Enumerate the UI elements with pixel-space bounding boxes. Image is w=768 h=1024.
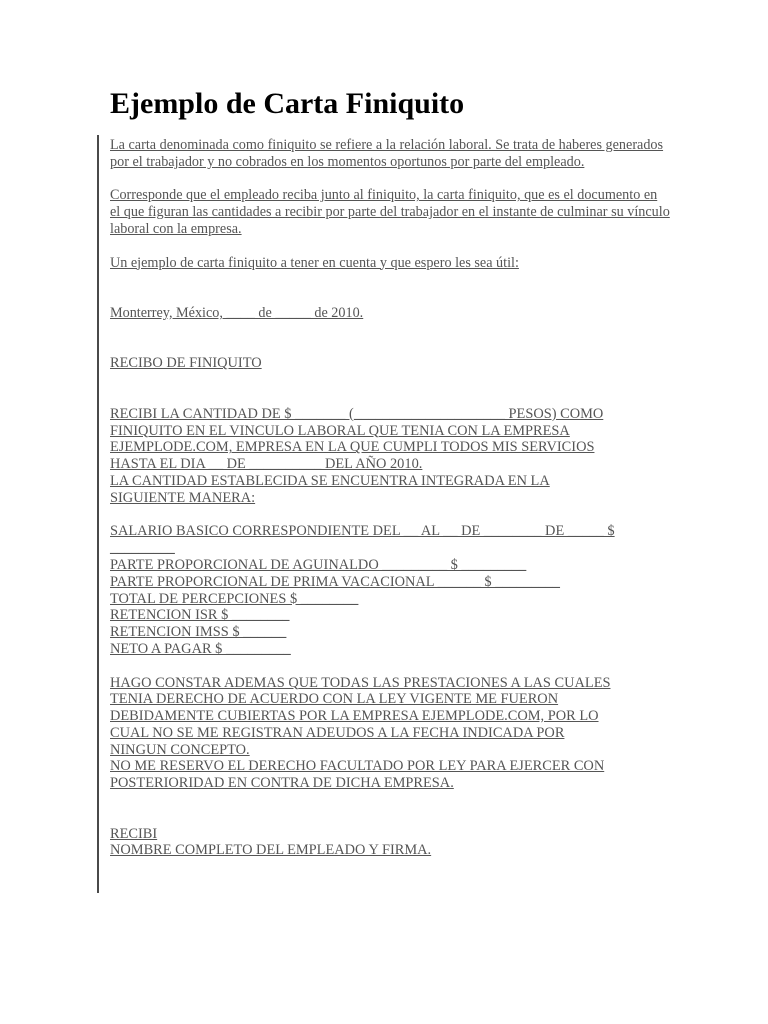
spacer-line — [110, 809, 670, 826]
breakdown-block — [110, 523, 670, 657]
declaration-line: HAGO CONSTAR ADEMAS QUE TODAS LAS PRESTACIONES A LAS CUALES — [110, 674, 611, 691]
receipt-line: FINIQUITO EN EL VINCULO LABORAL QUE TENIA CON LA EMPRESA — [110, 422, 570, 439]
declaration-line: DEBIDAMENTE CUBIERTAS POR LA EMPRESA EJEMPLODE.COM, POR LO — [110, 708, 599, 725]
declaration-line: TENIA DERECHO DE ACUERDO CON LA LEY VIGENTE ME FUERON — [110, 691, 559, 708]
declaration-line: POSTERIORIDAD EN CONTRA DE DICHA EMPRESA. — [110, 775, 454, 792]
receipt-line: EJEMPLODE.COM, EMPRESA EN LA QUE CUMPLI TODOS MIS SERVICIOS — [110, 439, 595, 456]
document-body — [110, 137, 670, 859]
declaration-line: CUAL NO SE ME REGISTRAN ADEUDOS A LA FECHA INDICADA POR — [110, 724, 565, 741]
intro-paragraph-2: Corresponde que el empleado reciba junto al finiquito, la carta finiquito, que es el documento en el que figuran las cantidades a recibir por parte del trabajador en el instante de culminar su vínculo laboral con la empresa. — [110, 187, 670, 237]
signature-name-line: NOMBRE COMPLETO DEL EMPLEADO Y FIRMA. — [110, 842, 432, 859]
receipt-line: SIGUIENTE MANERA: — [110, 489, 256, 506]
breakdown-line: SALARIO BASICO CORRESPONDIENTE DEL __ AL __ DE ________ DE _____ $ — [110, 523, 615, 540]
receipt-line: HASTA EL DIA __ DE __________ DEL AÑO 2010. — [110, 456, 423, 473]
spacer-line — [110, 322, 670, 339]
intro-paragraph-1: La carta denominada como finiquito se refiere a la relación laboral. Se trata de haberes generados por el trabajador y no cobrados en los momentos oportunos por parte del empleado. — [110, 137, 664, 170]
letter-place-date: Monterrey, México, ____ de _____ de 2010. — [110, 304, 364, 321]
left-margin-rule — [97, 135, 99, 893]
spacer — [110, 271, 670, 288]
receipt-block — [110, 406, 670, 507]
spacer-line — [110, 372, 670, 389]
breakdown-line: PARTE PROPORCIONAL DE PRIMA VACACIONAL ______ $ _________ — [110, 573, 560, 590]
signature-block — [110, 826, 670, 860]
breakdown-line: PARTE PROPORCIONAL DE AGUINALDO _________ $ _________ — [110, 556, 527, 573]
receipt-line: LA CANTIDAD ESTABLECIDA SE ENCUENTRA INTEGRADA EN LA — [110, 472, 550, 489]
spacer-line — [110, 792, 670, 809]
intro-paragraph-3: Un ejemplo de carta finiquito a tener en cuenta y que espero les sea útil: — [110, 254, 519, 271]
signature-received: RECIBI — [110, 825, 158, 842]
breakdown-line: NETO A PAGAR $ _________ — [110, 640, 291, 657]
declaration-line: NO ME RESERVO EL DERECHO FACULTADO POR LEY PARA EJERCER CON — [110, 758, 605, 775]
spacer-line — [110, 389, 670, 406]
spacer — [110, 288, 670, 305]
declaration-block — [110, 675, 670, 793]
declaration-line: NINGUN CONCEPTO. — [110, 741, 250, 758]
page-title: Ejemplo de Carta Finiquito — [110, 87, 465, 120]
breakdown-line: TOTAL DE PERCEPCIONES $ ________ — [110, 590, 359, 607]
spacer-line — [110, 507, 670, 524]
receipt-line: RECIBI LA CANTIDAD DE $ _______ (_____________________ PESOS) COMO — [110, 405, 604, 422]
spacer-line — [110, 171, 670, 188]
spacer-line — [110, 339, 670, 356]
breakdown-line: RETENCION IMSS $ ______ — [110, 624, 287, 641]
spacer — [110, 238, 670, 255]
breakdown-line: _________ — [110, 540, 175, 557]
letter-heading: RECIBO DE FINIQUITO — [110, 355, 262, 372]
spacer-line — [110, 658, 670, 675]
breakdown-line: RETENCION ISR $ ________ — [110, 607, 290, 624]
